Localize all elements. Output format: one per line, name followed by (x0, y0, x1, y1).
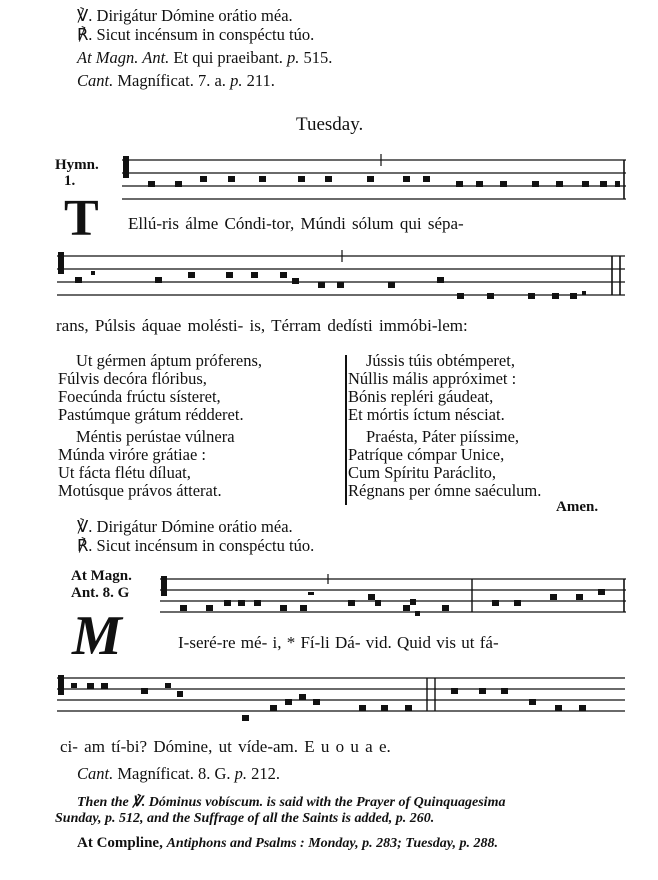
hymn-initial: T (64, 190, 99, 247)
versicle-top: ℣. Dirigátur Dómine orátio méa. (77, 6, 293, 25)
response-mid: ℟. Sicut incénsum in conspéctu túo. (77, 536, 315, 555)
verse-line: Múnda viróre grátiae : (58, 445, 206, 464)
verse-line: Ut fácta flétu díluat, (58, 463, 191, 482)
hymn-staff-1 (120, 150, 630, 210)
antiphon-label-2: Ant. 8. G (71, 585, 130, 601)
verse-line: Praésta, Páter piíssime, (366, 427, 520, 446)
cant-label: Cant. (77, 71, 114, 90)
verse-line: Et mórtis íctum nésciat. (348, 405, 505, 424)
cant2-text: Magníficat. 8. G. (117, 764, 231, 783)
compline-text: Antiphons and Psalms : Monday, p. 283; Tuesday, p. 288. (166, 836, 498, 851)
verse-line: Régnans per ómne saéculum. (348, 481, 542, 500)
verse-line: Méntis perústae vúlnera (76, 427, 235, 446)
antiphon-staff-2 (55, 670, 630, 725)
verse-line: Patríque cómpar Unice, (348, 445, 505, 464)
antiphon-initial: M (72, 605, 122, 667)
stanza-left-1 (58, 352, 262, 424)
stanza-right-1 (348, 352, 516, 424)
canticle-ref-2 (77, 764, 280, 784)
verse-line: Núllis mális appróximet : (348, 369, 517, 388)
verse-line: Jússis túis obtémperet, (366, 351, 515, 370)
antiphon-label-1: At Magn. (71, 568, 132, 584)
compline-ref (77, 835, 498, 852)
rubric-line-1: Then the ℣. Dóminus vobíscum. is said with the Prayer of Quinquagesima (77, 795, 506, 810)
magn-ant-page: 515. (303, 48, 333, 67)
cant-page: 211. (246, 71, 275, 90)
response-top: ℟. Sicut incénsum in conspéctu túo. (77, 25, 315, 44)
hymn-line-2: rans, Púlsis áquae molésti- is, Térram dedísti immóbi-lem: (56, 316, 468, 335)
column-divider (345, 355, 347, 505)
verse-line: Foecúnda frúctu sísteret, (58, 387, 221, 406)
hymn-line-1: Ellú-ris álme Cóndi-tor, Múndi sólum qui sépa- (128, 214, 464, 233)
antiphon-staff-1 (158, 572, 630, 622)
stanza-right-2 (348, 428, 541, 500)
verse-line: Motúsque právos átterat. (58, 481, 222, 500)
verse-line: Pastúmque grátum rédderet. (58, 405, 244, 424)
verse-line: Bónis repléri gáudeat, (348, 387, 494, 406)
cant2-label: Cant. (77, 764, 114, 783)
cant-p: p. (230, 71, 243, 90)
magnificat-antiphon-ref (77, 48, 332, 68)
hymn-number: 1. (64, 173, 76, 189)
antiphon-line-2: ci- am tí-bi? Dómine, ut víde-am. E u o u a e. (60, 737, 391, 756)
hymn-label: Hymn. (55, 157, 99, 173)
stanza-left-2 (58, 428, 235, 500)
magn-ant-text: Et qui praeibant. (173, 48, 283, 67)
hymn-staff-2 (55, 248, 630, 308)
day-title: Tuesday. (296, 114, 364, 135)
cant2-page: 212. (251, 764, 281, 783)
verse-line: Ut gérmen áptum próferens, (76, 351, 263, 370)
compline-label: At Compline, (77, 835, 163, 851)
canticle-ref (77, 71, 275, 91)
cant2-p: p. (234, 764, 248, 783)
rubric-line-2: Sunday, p. 512, and the Suffrage of all the Saints is added, p. 260. (55, 811, 435, 826)
verse-line: Fúlvis decóra flóribus, (58, 369, 207, 388)
antiphon-line-1: I-seré-re mé- i, * Fí-li Dá- vid. Quid vis ut fá- (178, 633, 499, 652)
magn-ant-p: p. (287, 48, 300, 67)
magn-ant-label: At Magn. Ant. (77, 48, 170, 67)
amen: Amen. (556, 499, 599, 515)
cant-text: Magníficat. 7. a. (117, 71, 226, 90)
verse-line: Cum Spíritu Paráclito, (348, 463, 497, 482)
versicle-mid: ℣. Dirigátur Dómine orátio méa. (77, 517, 293, 536)
